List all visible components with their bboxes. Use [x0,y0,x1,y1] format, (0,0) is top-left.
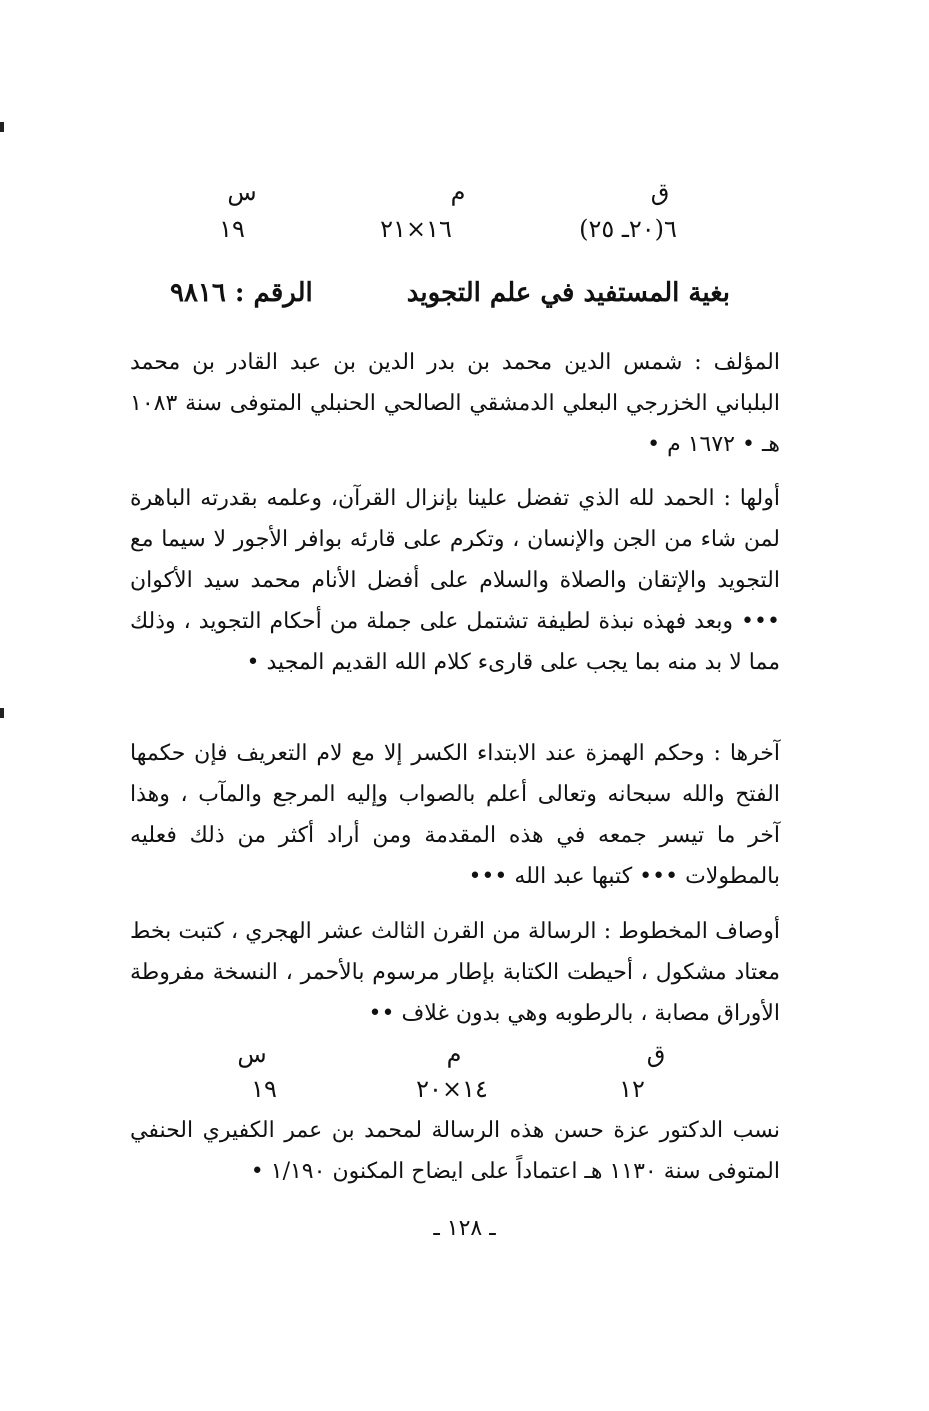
description-paragraph: أوصاف المخطوط : الرسالة من القرن الثالث عشر الهجري ، كتبت بخط معتاد مشكول ، أحيطت الكتابة بإطار مرسوم بالأحمر ، النسخة مفروطة الأوراق مصابة ، بالرطوبه وهي بدون غلاف •• [130,919,780,1026]
value-s: ١٩ [219,215,245,243]
value-s: ١٩ [251,1075,277,1103]
author-paragraph: المؤلف : شمس الدين محمد بن بدر الدين بن عبد القادر بن محمد البلباني الخزرجي البعلي الدمشقي الصالحي الحنبلي المتوفى سنة ١٠٨٣ هـ • ١٦٧٢ م • [130,350,780,457]
value-q: ٦(٢٠ـ ٢٥) [579,215,677,243]
top-stats-values [0,215,929,255]
value-m: ١٤×٢٠ [416,1075,488,1103]
label-s: س [237,1040,267,1068]
attribution-paragraph: نسب الدكتور عزة حسن هذه الرسالة لمحمد بن عمر الكفيري الحنفي المتوفى سنة ١١٣٠ هـ اعتماداً على ايضاح المكنون ١/١٩٠ • [130,1118,780,1184]
label-q: ق [646,1040,666,1068]
label-m: م [450,178,466,206]
catalog-number: الرقم : ٩٨١٦ [170,278,313,308]
explicit-paragraph: آخرها : وحكم الهمزة عند الابتداء الكسر إلا مع لام التعريف فإن حكمها الفتح والله سبحانه وتعالى أعلم بالصواب وإليه المرجع والمآب ، وهذا آخر ما تيسر جمعه في هذه المقدمة ومن أراد أكثر من ذلك فعليه بالمطولات ••• كتبها عبد الله ••• [130,741,780,889]
page-number: ـ ١٢٨ ـ [433,1216,496,1241]
margin-mark [0,122,4,132]
top-stats-labels [0,178,929,218]
bottom-stats-values [0,1075,929,1115]
incipit-paragraph: أولها : الحمد لله الذي تفضل علينا بإنزال القرآن، وعلمه بقدرته الباهرة لمن شاء من الجن والإنسان ، وتكرم على قارئه بوافر الأجور لا سيما مع التجويد والإتقان والصلاة والسلام على أفضل الأنام محمد سيد الأكوان ••• وبعد فهذه نبذة لطيفة تشتمل على جملة من أحكام التجويد ، وذلك مما لا بد منه بما يجب على قارىء كلام الله القديم المجيد • [130,486,780,675]
label-q: ق [650,178,670,206]
label-m: م [446,1040,462,1068]
label-s: س [227,178,257,206]
bottom-stats-labels [0,1040,929,1080]
entry-title [170,278,730,318]
book-title: بغية المستفيد في علم التجويد [406,278,730,308]
value-m: ١٦×٢١ [380,215,452,243]
margin-mark [0,708,4,718]
value-q: ١٢ [619,1075,645,1103]
